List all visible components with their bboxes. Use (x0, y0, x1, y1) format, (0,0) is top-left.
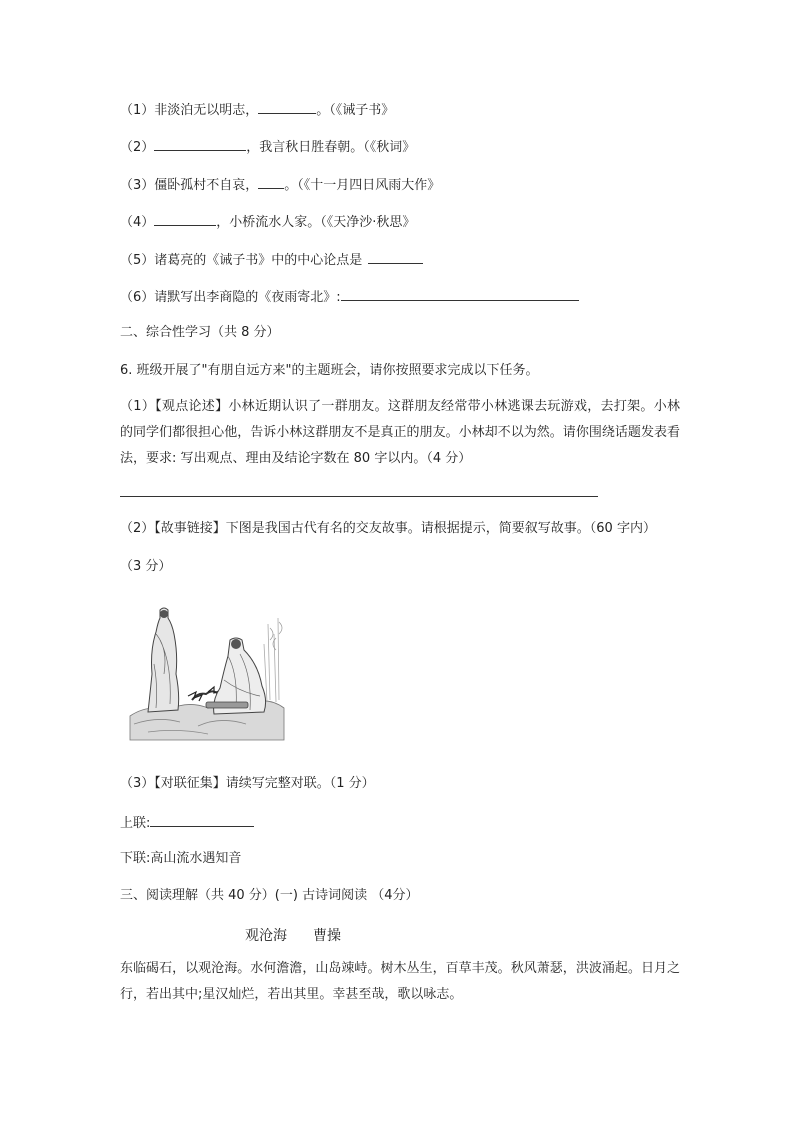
section-3-heading: 三、阅读理解（共 40 分）(一) 古诗词阅读 （4分） (120, 888, 419, 903)
task-3-couplet: （3）【对联征集】请续写完整对联。（1 分） (120, 776, 375, 791)
fill-question-1 (120, 100, 394, 120)
fill-question-2 (120, 137, 415, 157)
fill-question-3-source: 。（《十一月四日风雨大作》 (284, 178, 441, 193)
fill-question-4-text: （4） (120, 215, 155, 230)
task-2-score: （3 分） (120, 559, 172, 574)
fill-question-4 (120, 212, 415, 232)
couplet-upper-label: 上联: (120, 816, 151, 831)
fill-question-4-source: ，小桥流水人家。（《天净沙·秋思》 (216, 215, 416, 230)
fill-question-1-source: 。（《诫子书》 (316, 103, 395, 118)
section-2-heading: 二、综合性学习（共 8 分） (120, 325, 280, 340)
answer-blank-5[interactable] (368, 250, 423, 264)
answer-blank-4[interactable] (154, 212, 216, 226)
poem-title: 观沧海 (245, 928, 287, 944)
answer-blank-3[interactable] (258, 175, 284, 189)
fill-question-3-text: （3）僵卧孤村不自哀， (120, 178, 259, 193)
answer-blank-6[interactable] (341, 287, 579, 301)
answer-line-task-1[interactable] (120, 496, 598, 497)
couplet-upper-blank[interactable] (150, 813, 254, 827)
fill-question-5-text: （5）诸葛亮的《诫子书》中的中心论点是 (120, 253, 363, 268)
task-1-viewpoint: （1）【观点论述】小林近期认识了一群朋友。这群朋友经常带小林逃课去玩游戏，去打架。小林的同学们都很担心他，告诉小林这群朋友不是真正的朋友。小林却不以为然。请你围绕话题发表看法，要求: 写出观点、理由及结论字数在 80 字以内。（4 分） (120, 399, 680, 466)
couplet-lower-line: 下联:高山流水遇知音 (120, 851, 242, 866)
fill-question-6-text: （6）请默写出李商隐的《夜雨寄北》: (120, 290, 341, 305)
question-6-intro: 6. 班级开展了"有朋自远方来"的主题班会，请你按照要求完成以下任务。 (120, 363, 539, 378)
task-2-story: （2）【故事链接】下图是我国古代有名的交友故事。请根据提示，简要叙写故事。（60 字内） (120, 521, 656, 536)
fill-question-6 (120, 287, 579, 307)
poem-body: 东临碣石，以观沧海。水何澹澹，山岛竦峙。树木丛生，百草丰茂。秋风萧瑟，洪波涌起。日月之行，若出其中;星汉灿烂，若出其里。幸甚至哉，歌以咏志。 (120, 961, 680, 1002)
fill-question-2-text: （2） (120, 140, 155, 155)
fill-question-2-source: ，我言秋日胜春朝。（《秋词》 (246, 140, 416, 155)
poem-title-line (245, 925, 341, 945)
ancient-friends-illustration-icon (128, 604, 286, 742)
answer-blank-2[interactable] (154, 137, 246, 151)
fill-question-3 (120, 175, 440, 195)
couplet-upper-line (120, 813, 254, 833)
poem-author: 曹操 (313, 928, 341, 944)
fill-question-1-text: （1）非淡泊无以明志， (120, 103, 259, 118)
fill-question-5 (120, 250, 423, 270)
answer-blank-1[interactable] (258, 100, 316, 114)
